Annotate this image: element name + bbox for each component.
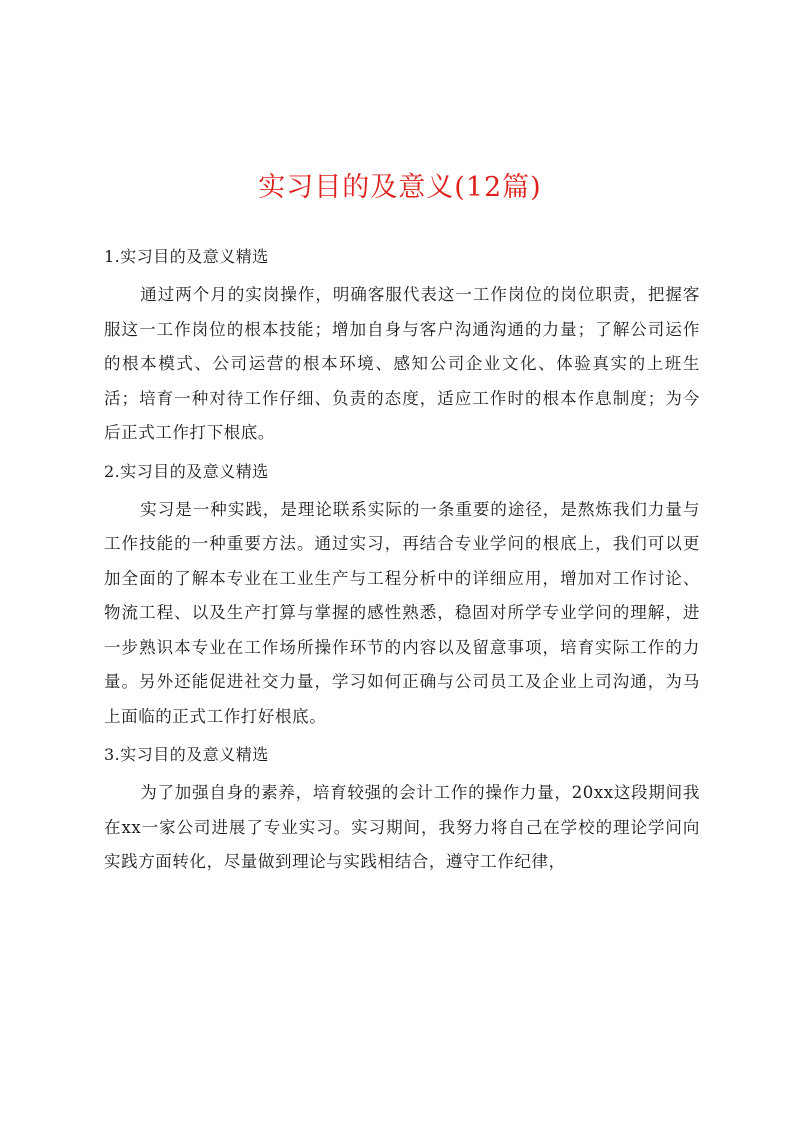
section-paragraph: 实习是一种实践，是理论联系实际的一条重要的途径，是熬炼我们力量与工作技能的一种重要方法。通过实习，再结合专业学问的根底上，我们可以更加全面的了解本专业在工业生产与工程分析中的详细应用，增加对工作讨论、物流工程、以及生产打算与掌握的感性熟悉，稳固对所学专业学问的理解，进一步熟识本专业在工作场所操作环节的内容以及留意事项，培育实际工作的力量。另外还能促进社交力量，学习如何正确与公司员工及企业上司沟通，为马上面临的正式工作打好根底。 — [104, 499, 700, 726]
section-1 — [104, 239, 700, 454]
section-paragraph: 通过两个月的实岗操作，明确客服代表这一工作岗位的岗位职责，把握客服这一工作岗位的根本技能；增加自身与客户沟通沟通的力量；了解公司运作的根本模式、公司运营的根本环境、感知公司企业文化、体验真实的上班生活；培育一种对待工作仔细、负责的态度，适应工作时的根本作息制度；为今后正式工作打下根底。 — [104, 285, 700, 442]
document-body — [104, 239, 700, 883]
section-heading: 1.实习目的及意义精选 — [104, 247, 269, 266]
section-heading: 2.实习目的及意义精选 — [104, 461, 269, 481]
section-2 — [104, 454, 700, 738]
document-title: 实习目的及意义(12篇) — [258, 172, 542, 203]
section-paragraph: 为了加强自身的素养，培育较强的会计工作的操作力量，20xx这段期间我在xx一家公司进展了专业实习。实习期间，我努力将自己在学校的理论学问向实践方面转化，尽量做到理论与实践相结合，遵守工作纪律， — [104, 783, 700, 871]
section-3 — [104, 737, 700, 883]
section-heading: 3.实习目的及意义精选 — [104, 745, 269, 764]
